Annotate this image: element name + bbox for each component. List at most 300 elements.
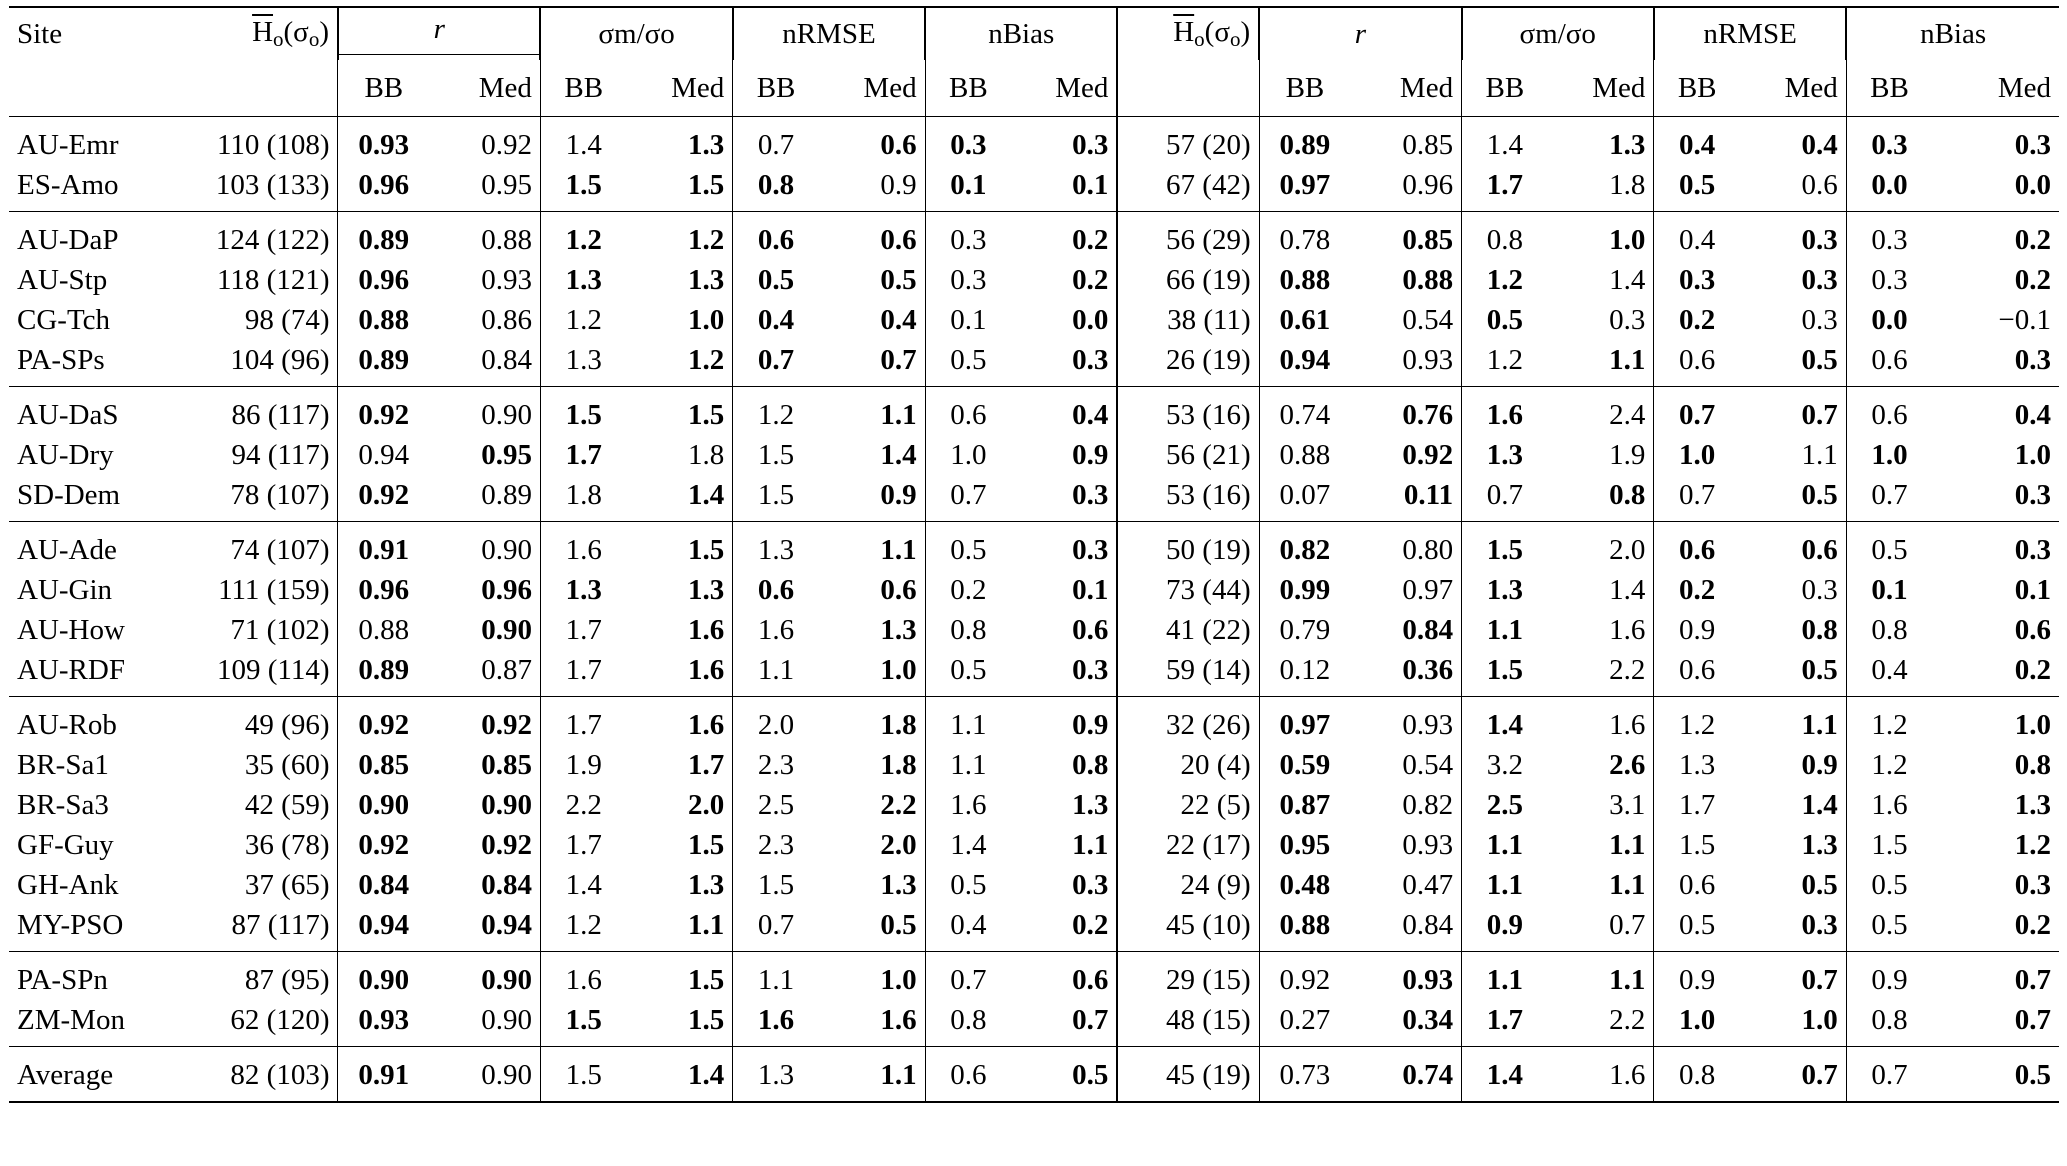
value-cell: 0.84 bbox=[1402, 908, 1454, 941]
value-cell: 0.8 bbox=[1072, 748, 1109, 781]
value-cell: 0.9 bbox=[880, 168, 917, 201]
value-cell: 1.0 bbox=[880, 653, 917, 686]
site-cell: BR-Sa3 bbox=[17, 788, 109, 821]
value-cell: 0.8 bbox=[1801, 613, 1838, 646]
value-cell: 0.95 bbox=[481, 438, 532, 471]
value-cell: 1.5 bbox=[540, 165, 626, 212]
value-cell: 0.4 bbox=[1072, 398, 1109, 431]
value-cell: 1.7 bbox=[540, 825, 626, 865]
value-cell: 1.6 bbox=[733, 1000, 819, 1047]
h-cell: 56 (21) bbox=[1117, 435, 1259, 475]
value-cell: 1.4 bbox=[1462, 1047, 1548, 1103]
value-cell: 1.6 bbox=[1462, 387, 1548, 436]
value-cell: 0.8 bbox=[1654, 1047, 1740, 1103]
subhead-bb: BB bbox=[925, 60, 1011, 117]
value-cell: 0.54 bbox=[1402, 748, 1454, 781]
value-cell: 1.5 bbox=[1462, 650, 1548, 697]
value-cell: 0.3 bbox=[1846, 260, 1932, 300]
value-cell: 1.4 bbox=[1462, 697, 1548, 746]
value-cell: 0.61 bbox=[1259, 300, 1350, 340]
value-cell: 0.3 bbox=[2014, 128, 2051, 161]
value-cell: 0.7 bbox=[733, 905, 819, 952]
value-cell: 2.3 bbox=[733, 745, 819, 785]
value-cell: 0.9 bbox=[1801, 748, 1838, 781]
table-row bbox=[9, 745, 2059, 785]
value-cell: 0.85 bbox=[481, 748, 532, 781]
subhead-bb: BB bbox=[1462, 60, 1548, 117]
value-cell: 0.5 bbox=[925, 650, 1011, 697]
value-cell: 2.3 bbox=[733, 825, 819, 865]
table-row bbox=[9, 825, 2059, 865]
site-cell: AU-Dry bbox=[17, 438, 114, 471]
table-row bbox=[9, 387, 2059, 436]
value-cell: 2.2 bbox=[540, 785, 626, 825]
value-cell: 0.89 bbox=[338, 212, 429, 261]
subhead-med: Med bbox=[671, 71, 725, 104]
value-cell: 1.7 bbox=[540, 435, 626, 475]
value-cell: 0.6 bbox=[733, 212, 819, 261]
value-cell: 1.4 bbox=[1801, 788, 1838, 821]
value-cell: 1.8 bbox=[880, 748, 917, 781]
value-cell: 0.0 bbox=[1846, 300, 1932, 340]
value-cell: 0.6 bbox=[2014, 613, 2051, 646]
value-cell: 0.95 bbox=[481, 168, 532, 201]
value-cell: 1.4 bbox=[688, 478, 725, 511]
value-cell: 3.2 bbox=[1462, 745, 1548, 785]
value-cell: 1.1 bbox=[1609, 343, 1646, 376]
h-cell: 124 (122) bbox=[215, 223, 330, 256]
value-cell: 0.84 bbox=[481, 343, 532, 376]
value-cell: 0.96 bbox=[338, 165, 429, 212]
h-cell: 109 (114) bbox=[216, 653, 330, 686]
value-cell: 1.1 bbox=[925, 745, 1011, 785]
h-cell: 49 (96) bbox=[244, 708, 330, 741]
h-cell: 74 (107) bbox=[230, 533, 330, 566]
subhead-bb: BB bbox=[338, 60, 429, 117]
site-cell: AU-Stp bbox=[17, 263, 108, 296]
value-cell: 0.48 bbox=[1259, 865, 1350, 905]
value-cell: 1.5 bbox=[540, 1000, 626, 1047]
value-cell: 1.3 bbox=[688, 263, 725, 296]
value-cell: 0.99 bbox=[1259, 570, 1350, 610]
value-cell: 1.0 bbox=[1846, 435, 1932, 475]
value-cell: 0.86 bbox=[481, 303, 532, 336]
value-cell: 0.1 bbox=[2014, 573, 2051, 606]
value-cell: 0.73 bbox=[1259, 1047, 1350, 1103]
value-cell: 0.3 bbox=[1072, 128, 1109, 161]
value-cell: 0.8 bbox=[1462, 212, 1548, 261]
value-cell: 0.7 bbox=[733, 117, 819, 166]
value-cell: 1.3 bbox=[688, 573, 725, 606]
value-cell: 1.1 bbox=[1072, 828, 1109, 861]
value-cell: 0.90 bbox=[481, 1003, 532, 1036]
value-cell: 1.5 bbox=[540, 387, 626, 436]
h-cell: 41 (22) bbox=[1117, 610, 1259, 650]
row-group bbox=[9, 952, 2059, 1047]
h-cell: 36 (78) bbox=[244, 828, 330, 861]
value-cell: 0.7 bbox=[1462, 475, 1548, 522]
value-cell: 0.5 bbox=[880, 908, 917, 941]
table-row bbox=[9, 1000, 2059, 1047]
value-cell: 0.85 bbox=[1402, 223, 1454, 256]
value-cell: 0.74 bbox=[1402, 1058, 1454, 1091]
subhead-empty bbox=[151, 60, 338, 117]
h-cell: 87 (117) bbox=[231, 908, 330, 941]
value-cell: 2.2 bbox=[1609, 653, 1646, 686]
value-cell: 0.93 bbox=[1402, 828, 1454, 861]
value-cell: 0.4 bbox=[2014, 398, 2051, 431]
value-cell: 1.4 bbox=[1609, 573, 1646, 606]
value-cell: 0.47 bbox=[1402, 868, 1454, 901]
value-cell: 0.4 bbox=[925, 905, 1011, 952]
value-cell: 0.5 bbox=[1846, 905, 1932, 952]
value-cell: 1.8 bbox=[880, 708, 917, 741]
h-cell: 45 (19) bbox=[1117, 1047, 1259, 1103]
value-cell: 1.6 bbox=[540, 522, 626, 571]
value-cell: 1.1 bbox=[880, 1058, 917, 1091]
value-cell: 1.8 bbox=[688, 438, 725, 471]
h-cell: 78 (107) bbox=[230, 478, 330, 511]
value-cell: 0.07 bbox=[1259, 475, 1350, 522]
value-cell: 0.90 bbox=[481, 398, 532, 431]
value-cell: 0.87 bbox=[481, 653, 532, 686]
h-cell: 45 (10) bbox=[1117, 905, 1259, 952]
site-cell: ES-Amo bbox=[17, 168, 119, 201]
value-cell: 1.5 bbox=[688, 168, 725, 201]
value-cell: 1.2 bbox=[540, 212, 626, 261]
value-cell: 0.7 bbox=[1801, 398, 1838, 431]
value-cell: 0.92 bbox=[1259, 952, 1350, 1001]
value-cell: 0.5 bbox=[1801, 343, 1838, 376]
value-cell: 1.5 bbox=[688, 828, 725, 861]
value-cell: 0.88 bbox=[1402, 263, 1454, 296]
value-cell: 0.3 bbox=[1609, 303, 1646, 336]
value-cell: 0.6 bbox=[1846, 340, 1932, 387]
value-cell: 0.2 bbox=[2014, 223, 2051, 256]
value-cell: 0.5 bbox=[1846, 522, 1932, 571]
value-cell: 1.0 bbox=[880, 963, 917, 996]
value-cell: 0.94 bbox=[338, 905, 429, 952]
value-cell: 0.88 bbox=[481, 223, 532, 256]
value-cell: 2.0 bbox=[880, 828, 917, 861]
value-cell: 0.6 bbox=[925, 387, 1011, 436]
value-cell: 0.7 bbox=[925, 952, 1011, 1001]
value-cell: 1.3 bbox=[880, 613, 917, 646]
subhead-med: Med bbox=[478, 71, 532, 104]
value-cell: 1.4 bbox=[688, 1058, 725, 1091]
metric-r-header-2: r bbox=[1259, 7, 1461, 60]
value-cell: 1.5 bbox=[733, 475, 819, 522]
value-cell: 1.0 bbox=[2014, 438, 2051, 471]
value-cell: 1.2 bbox=[1846, 697, 1932, 746]
value-cell: 0.91 bbox=[338, 522, 429, 571]
site-cell: AU-Rob bbox=[17, 708, 117, 741]
table-row bbox=[9, 340, 2059, 387]
value-cell: 0.3 bbox=[1072, 868, 1109, 901]
value-cell: 0.9 bbox=[1654, 952, 1740, 1001]
value-cell: 0.6 bbox=[1801, 533, 1838, 566]
value-cell: 1.5 bbox=[733, 435, 819, 475]
table-row bbox=[9, 785, 2059, 825]
value-cell: 0.5 bbox=[1801, 653, 1838, 686]
site-cell: AU-Ade bbox=[17, 533, 117, 566]
value-cell: 1.5 bbox=[1462, 522, 1548, 571]
value-cell: 0.6 bbox=[1654, 865, 1740, 905]
value-cell: 0.9 bbox=[1846, 952, 1932, 1001]
value-cell: 0.7 bbox=[925, 475, 1011, 522]
value-cell: 0.6 bbox=[1654, 522, 1740, 571]
value-cell: 2.6 bbox=[1609, 748, 1646, 781]
value-cell: 0.5 bbox=[1654, 905, 1740, 952]
value-cell: 1.6 bbox=[688, 613, 725, 646]
h-cell: 22 (17) bbox=[1117, 825, 1259, 865]
value-cell: 1.0 bbox=[1609, 223, 1646, 256]
site-cell: GF-Guy bbox=[17, 828, 114, 861]
value-cell: 0.92 bbox=[338, 387, 429, 436]
value-cell: 1.3 bbox=[540, 570, 626, 610]
value-cell: 1.1 bbox=[925, 697, 1011, 746]
subhead-empty bbox=[1117, 60, 1259, 117]
value-cell: 0.6 bbox=[1654, 650, 1740, 697]
row-group bbox=[9, 1047, 2059, 1103]
subcolumn-header-row bbox=[9, 60, 2059, 117]
table-row bbox=[9, 865, 2059, 905]
value-cell: 0.96 bbox=[338, 570, 429, 610]
value-cell: 0.3 bbox=[2014, 868, 2051, 901]
table-row bbox=[9, 522, 2059, 571]
value-cell: 0.2 bbox=[1654, 570, 1740, 610]
value-cell: 0.8 bbox=[1846, 610, 1932, 650]
value-cell: 0.3 bbox=[1072, 533, 1109, 566]
value-cell: 1.2 bbox=[1846, 745, 1932, 785]
value-cell: 0.3 bbox=[1072, 653, 1109, 686]
table-row bbox=[9, 165, 2059, 212]
table-row bbox=[9, 117, 2059, 166]
value-cell: 0.5 bbox=[1654, 165, 1740, 212]
value-cell: 1.0 bbox=[2014, 708, 2051, 741]
subhead-med: Med bbox=[1055, 71, 1109, 104]
value-cell: 0.9 bbox=[1654, 610, 1740, 650]
table-row bbox=[9, 435, 2059, 475]
value-cell: 0.90 bbox=[481, 963, 532, 996]
h-cell: 32 (26) bbox=[1117, 697, 1259, 746]
value-cell: 0.78 bbox=[1259, 212, 1350, 261]
value-cell: 0.90 bbox=[481, 1058, 532, 1091]
value-cell: 0.6 bbox=[880, 573, 917, 606]
value-cell: 1.5 bbox=[1654, 825, 1740, 865]
metric-sigma-header-2: σm/σo bbox=[1462, 7, 1654, 60]
value-cell: 0.5 bbox=[1846, 865, 1932, 905]
h-cell: 24 (9) bbox=[1117, 865, 1259, 905]
value-cell: 0.27 bbox=[1259, 1000, 1350, 1047]
value-cell: 0.3 bbox=[1801, 908, 1838, 941]
value-cell: 1.3 bbox=[880, 868, 917, 901]
row-group bbox=[9, 387, 2059, 522]
value-cell: 1.2 bbox=[540, 300, 626, 340]
value-cell: 0.9 bbox=[880, 478, 917, 511]
row-group bbox=[9, 117, 2059, 212]
table-row bbox=[9, 952, 2059, 1001]
value-cell: 1.1 bbox=[880, 533, 917, 566]
value-cell: 0.8 bbox=[925, 610, 1011, 650]
h-cell: 110 (108) bbox=[216, 128, 330, 161]
value-cell: 0.8 bbox=[2014, 748, 2051, 781]
value-cell: 1.7 bbox=[540, 697, 626, 746]
subhead-bb: BB bbox=[540, 60, 626, 117]
value-cell: 1.3 bbox=[733, 522, 819, 571]
value-cell: 0.3 bbox=[1801, 573, 1838, 606]
value-cell: 1.2 bbox=[1654, 697, 1740, 746]
value-cell: 0.5 bbox=[925, 340, 1011, 387]
value-cell: 0.3 bbox=[1846, 212, 1932, 261]
value-cell: 0.36 bbox=[1402, 653, 1454, 686]
value-cell: 1.1 bbox=[733, 650, 819, 697]
value-cell: 0.1 bbox=[1072, 168, 1109, 201]
value-cell: 1.3 bbox=[1462, 435, 1548, 475]
h-cell: 86 (117) bbox=[231, 398, 330, 431]
value-cell: 1.7 bbox=[688, 748, 725, 781]
value-cell: 0.6 bbox=[1846, 387, 1932, 436]
value-cell: 1.4 bbox=[540, 117, 626, 166]
value-cell: 0.88 bbox=[338, 610, 429, 650]
value-cell: 0.96 bbox=[338, 260, 429, 300]
h-cell: 73 (44) bbox=[1117, 570, 1259, 610]
value-cell: 0.89 bbox=[481, 478, 532, 511]
value-cell: 0.90 bbox=[481, 788, 532, 821]
value-cell: 0.3 bbox=[925, 212, 1011, 261]
row-group bbox=[9, 697, 2059, 952]
value-cell: 1.6 bbox=[540, 952, 626, 1001]
value-cell: −0.1 bbox=[1998, 303, 2051, 336]
value-cell: 0.6 bbox=[1072, 613, 1109, 646]
value-cell: 0.2 bbox=[1072, 223, 1109, 256]
value-cell: 0.95 bbox=[1259, 825, 1350, 865]
h-cell: 59 (14) bbox=[1117, 650, 1259, 697]
h-cell: 56 (29) bbox=[1117, 212, 1259, 261]
value-cell: 0.59 bbox=[1259, 745, 1350, 785]
subhead-med: Med bbox=[1399, 71, 1454, 104]
value-cell: 0.2 bbox=[1072, 908, 1109, 941]
site-cell: SD-Dem bbox=[17, 478, 121, 511]
value-cell: 0.5 bbox=[925, 522, 1011, 571]
value-cell: 0.5 bbox=[1801, 478, 1838, 511]
value-cell: 0.85 bbox=[338, 745, 429, 785]
value-cell: 0.6 bbox=[880, 128, 917, 161]
site-cell: AU-RDF bbox=[17, 653, 125, 686]
value-cell: 0.7 bbox=[2014, 1003, 2051, 1036]
h-cell: 118 (121) bbox=[216, 263, 330, 296]
value-cell: 1.1 bbox=[1609, 963, 1646, 996]
value-cell: 0.92 bbox=[338, 697, 429, 746]
value-cell: 1.1 bbox=[733, 952, 819, 1001]
value-cell: 0.93 bbox=[338, 1000, 429, 1047]
value-cell: 1.3 bbox=[1654, 745, 1740, 785]
value-cell: 0.97 bbox=[1259, 165, 1350, 212]
value-cell: 0.7 bbox=[1846, 1047, 1932, 1103]
subhead-med: Med bbox=[1997, 71, 2051, 104]
value-cell: 0.11 bbox=[1403, 478, 1454, 511]
value-cell: 0.9 bbox=[1072, 438, 1109, 471]
value-cell: 0.3 bbox=[1072, 343, 1109, 376]
value-cell: 1.2 bbox=[1462, 260, 1548, 300]
value-cell: 1.0 bbox=[925, 435, 1011, 475]
value-cell: 2.5 bbox=[1462, 785, 1548, 825]
site-cell: GH-Ank bbox=[17, 868, 119, 901]
h-cell: 22 (5) bbox=[1117, 785, 1259, 825]
value-cell: 1.3 bbox=[2014, 788, 2051, 821]
value-cell: 1.6 bbox=[880, 1003, 917, 1036]
value-cell: 0.93 bbox=[1402, 963, 1454, 996]
value-cell: 1.3 bbox=[540, 260, 626, 300]
value-cell: 1.3 bbox=[733, 1047, 819, 1103]
value-cell: 1.3 bbox=[540, 340, 626, 387]
site-cell: PA-SPs bbox=[17, 343, 105, 376]
metric-sigma-header-1: σm/σo bbox=[540, 7, 732, 60]
value-cell: 0.4 bbox=[880, 303, 917, 336]
table-row bbox=[9, 260, 2059, 300]
value-cell: 2.4 bbox=[1609, 398, 1646, 431]
value-cell: 0.1 bbox=[1072, 573, 1109, 606]
site-cell: BR-Sa1 bbox=[17, 748, 109, 781]
value-cell: 0.6 bbox=[925, 1047, 1011, 1103]
metric-r-header-1: r bbox=[338, 7, 540, 60]
value-cell: 0.3 bbox=[1846, 117, 1932, 166]
value-cell: 0.92 bbox=[481, 828, 532, 861]
value-cell: 1.4 bbox=[540, 865, 626, 905]
value-cell: 1.7 bbox=[540, 650, 626, 697]
value-cell: 0.4 bbox=[1654, 117, 1740, 166]
value-cell: 0.54 bbox=[1402, 303, 1454, 336]
results-table bbox=[9, 6, 2059, 1103]
value-cell: 0.90 bbox=[481, 533, 532, 566]
value-cell: 2.2 bbox=[1609, 1003, 1646, 1036]
site-cell: PA-SPn bbox=[17, 963, 108, 996]
subhead-med: Med bbox=[1592, 71, 1646, 104]
value-cell: 0.4 bbox=[1801, 128, 1838, 161]
value-cell: 2.5 bbox=[733, 785, 819, 825]
h-cell: 87 (95) bbox=[244, 963, 330, 996]
value-cell: 0.88 bbox=[1259, 260, 1350, 300]
metric-nbias-header-2: nBias bbox=[1846, 7, 2059, 60]
value-cell: 0.93 bbox=[1402, 708, 1454, 741]
value-cell: 1.5 bbox=[733, 865, 819, 905]
value-cell: 0.0 bbox=[1846, 165, 1932, 212]
value-cell: 0.84 bbox=[481, 868, 532, 901]
value-cell: 1.5 bbox=[540, 1047, 626, 1103]
value-cell: 0.80 bbox=[1402, 533, 1454, 566]
value-cell: 0.7 bbox=[733, 340, 819, 387]
value-cell: 0.3 bbox=[2014, 478, 2051, 511]
value-cell: 0.1 bbox=[925, 300, 1011, 340]
value-cell: 0.8 bbox=[925, 1000, 1011, 1047]
subhead-med: Med bbox=[863, 71, 917, 104]
h-cell: 35 (60) bbox=[244, 748, 330, 781]
value-cell: 1.1 bbox=[1462, 865, 1548, 905]
value-cell: 0.6 bbox=[1654, 340, 1740, 387]
value-cell: 1.6 bbox=[1609, 1058, 1646, 1091]
value-cell: 0.4 bbox=[1654, 212, 1740, 261]
value-cell: 0.8 bbox=[1609, 478, 1646, 511]
value-cell: 1.3 bbox=[1462, 570, 1548, 610]
value-cell: 1.0 bbox=[1654, 1000, 1740, 1047]
site-cell: AU-Emr bbox=[17, 128, 119, 161]
value-cell: 0.84 bbox=[1402, 613, 1454, 646]
value-cell: 1.7 bbox=[540, 610, 626, 650]
value-cell: 1.5 bbox=[1846, 825, 1932, 865]
value-cell: 0.89 bbox=[1259, 117, 1350, 166]
value-cell: 0.2 bbox=[2014, 653, 2051, 686]
value-cell: 0.85 bbox=[1402, 128, 1454, 161]
